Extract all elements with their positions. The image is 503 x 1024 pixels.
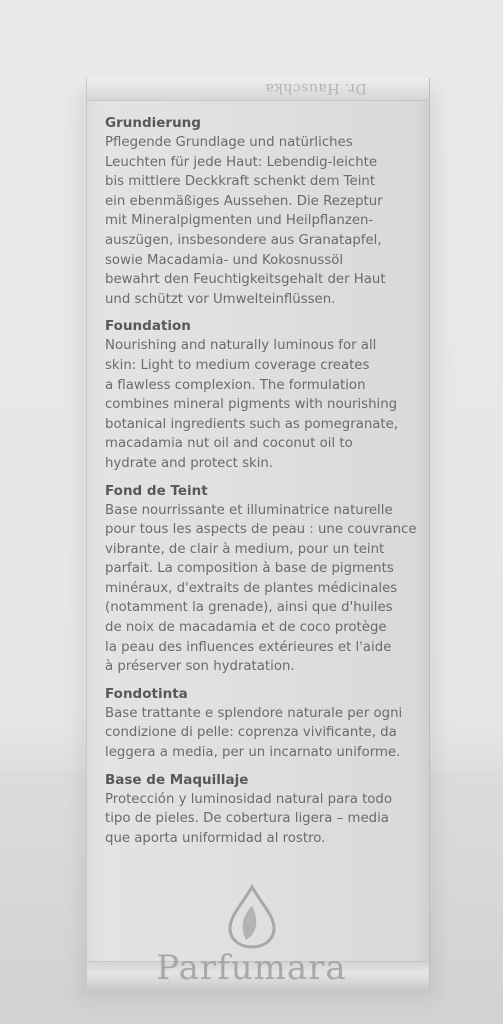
watermark-text: Parfumara bbox=[156, 948, 347, 988]
section-text: Nourishing and naturally luminous for all skin: Light to medium coverage creates a flawless complexion. The formulation combines mineral pigments with nourishing botanical ingredients such as pomegranate, macadamia nut oil and coconut oil to hydrate and protect skin. bbox=[105, 338, 399, 471]
brand-name-top: Dr. Hauschka bbox=[265, 80, 367, 96]
section-text: Base nourrissante et illuminatrice naturelle pour tous les aspects de peau : une couvrance vibrante, de clair à medium, pour un teint parfait. La composition à base de pigments minéraux, d'extraits de plantes médicinales (notamment la grenade), ainsi que d'huiles de noix de macadamia et de coco protège la peau des influences extérieures et l'aide à préserver son hydratation. bbox=[105, 502, 417, 675]
section-spanish bbox=[105, 771, 417, 849]
section-italian bbox=[105, 685, 417, 763]
section-french bbox=[105, 482, 417, 677]
section-heading: Grundierung bbox=[105, 115, 201, 131]
product-box bbox=[86, 78, 430, 990]
section-heading: Fond de Teint bbox=[105, 482, 208, 499]
box-top-flap bbox=[87, 78, 429, 101]
section-german bbox=[105, 114, 417, 309]
section-english bbox=[105, 317, 417, 473]
section-heading: Foundation bbox=[105, 318, 191, 335]
drop-leaf-icon bbox=[222, 884, 282, 950]
watermark bbox=[0, 884, 503, 988]
section-heading: Fondotinta bbox=[105, 685, 188, 702]
section-text: Pflegende Grundlage und natürliches Leuchten für jede Haut: Lebendig-leichte bis mittlere Deckkraft schenkt dem Teint ein ebenmäßiges Aussehen. Die Rezeptur mit Mineralpigmenten und Heilpflanzen- auszügen, insbesondere aus Granatapfel, sowie Macadamia- und Kokosnussöl bewahrt den Feuchtigkeitsgehalt der Haut und schützt vor Umwelteinflüssen. bbox=[105, 135, 386, 307]
product-description bbox=[105, 114, 417, 856]
section-text: Base trattante e splendore naturale per ogni condizione di pelle: coprenza vivificante, da leggera a media, per un incarnato uniforme. bbox=[105, 705, 403, 761]
section-heading: Base de Maquillaje bbox=[105, 771, 249, 788]
section-text: Protección y luminosidad natural para todo tipo de pieles. De cobertura ligera – media que aporta uniformidad al rostro. bbox=[105, 791, 393, 846]
